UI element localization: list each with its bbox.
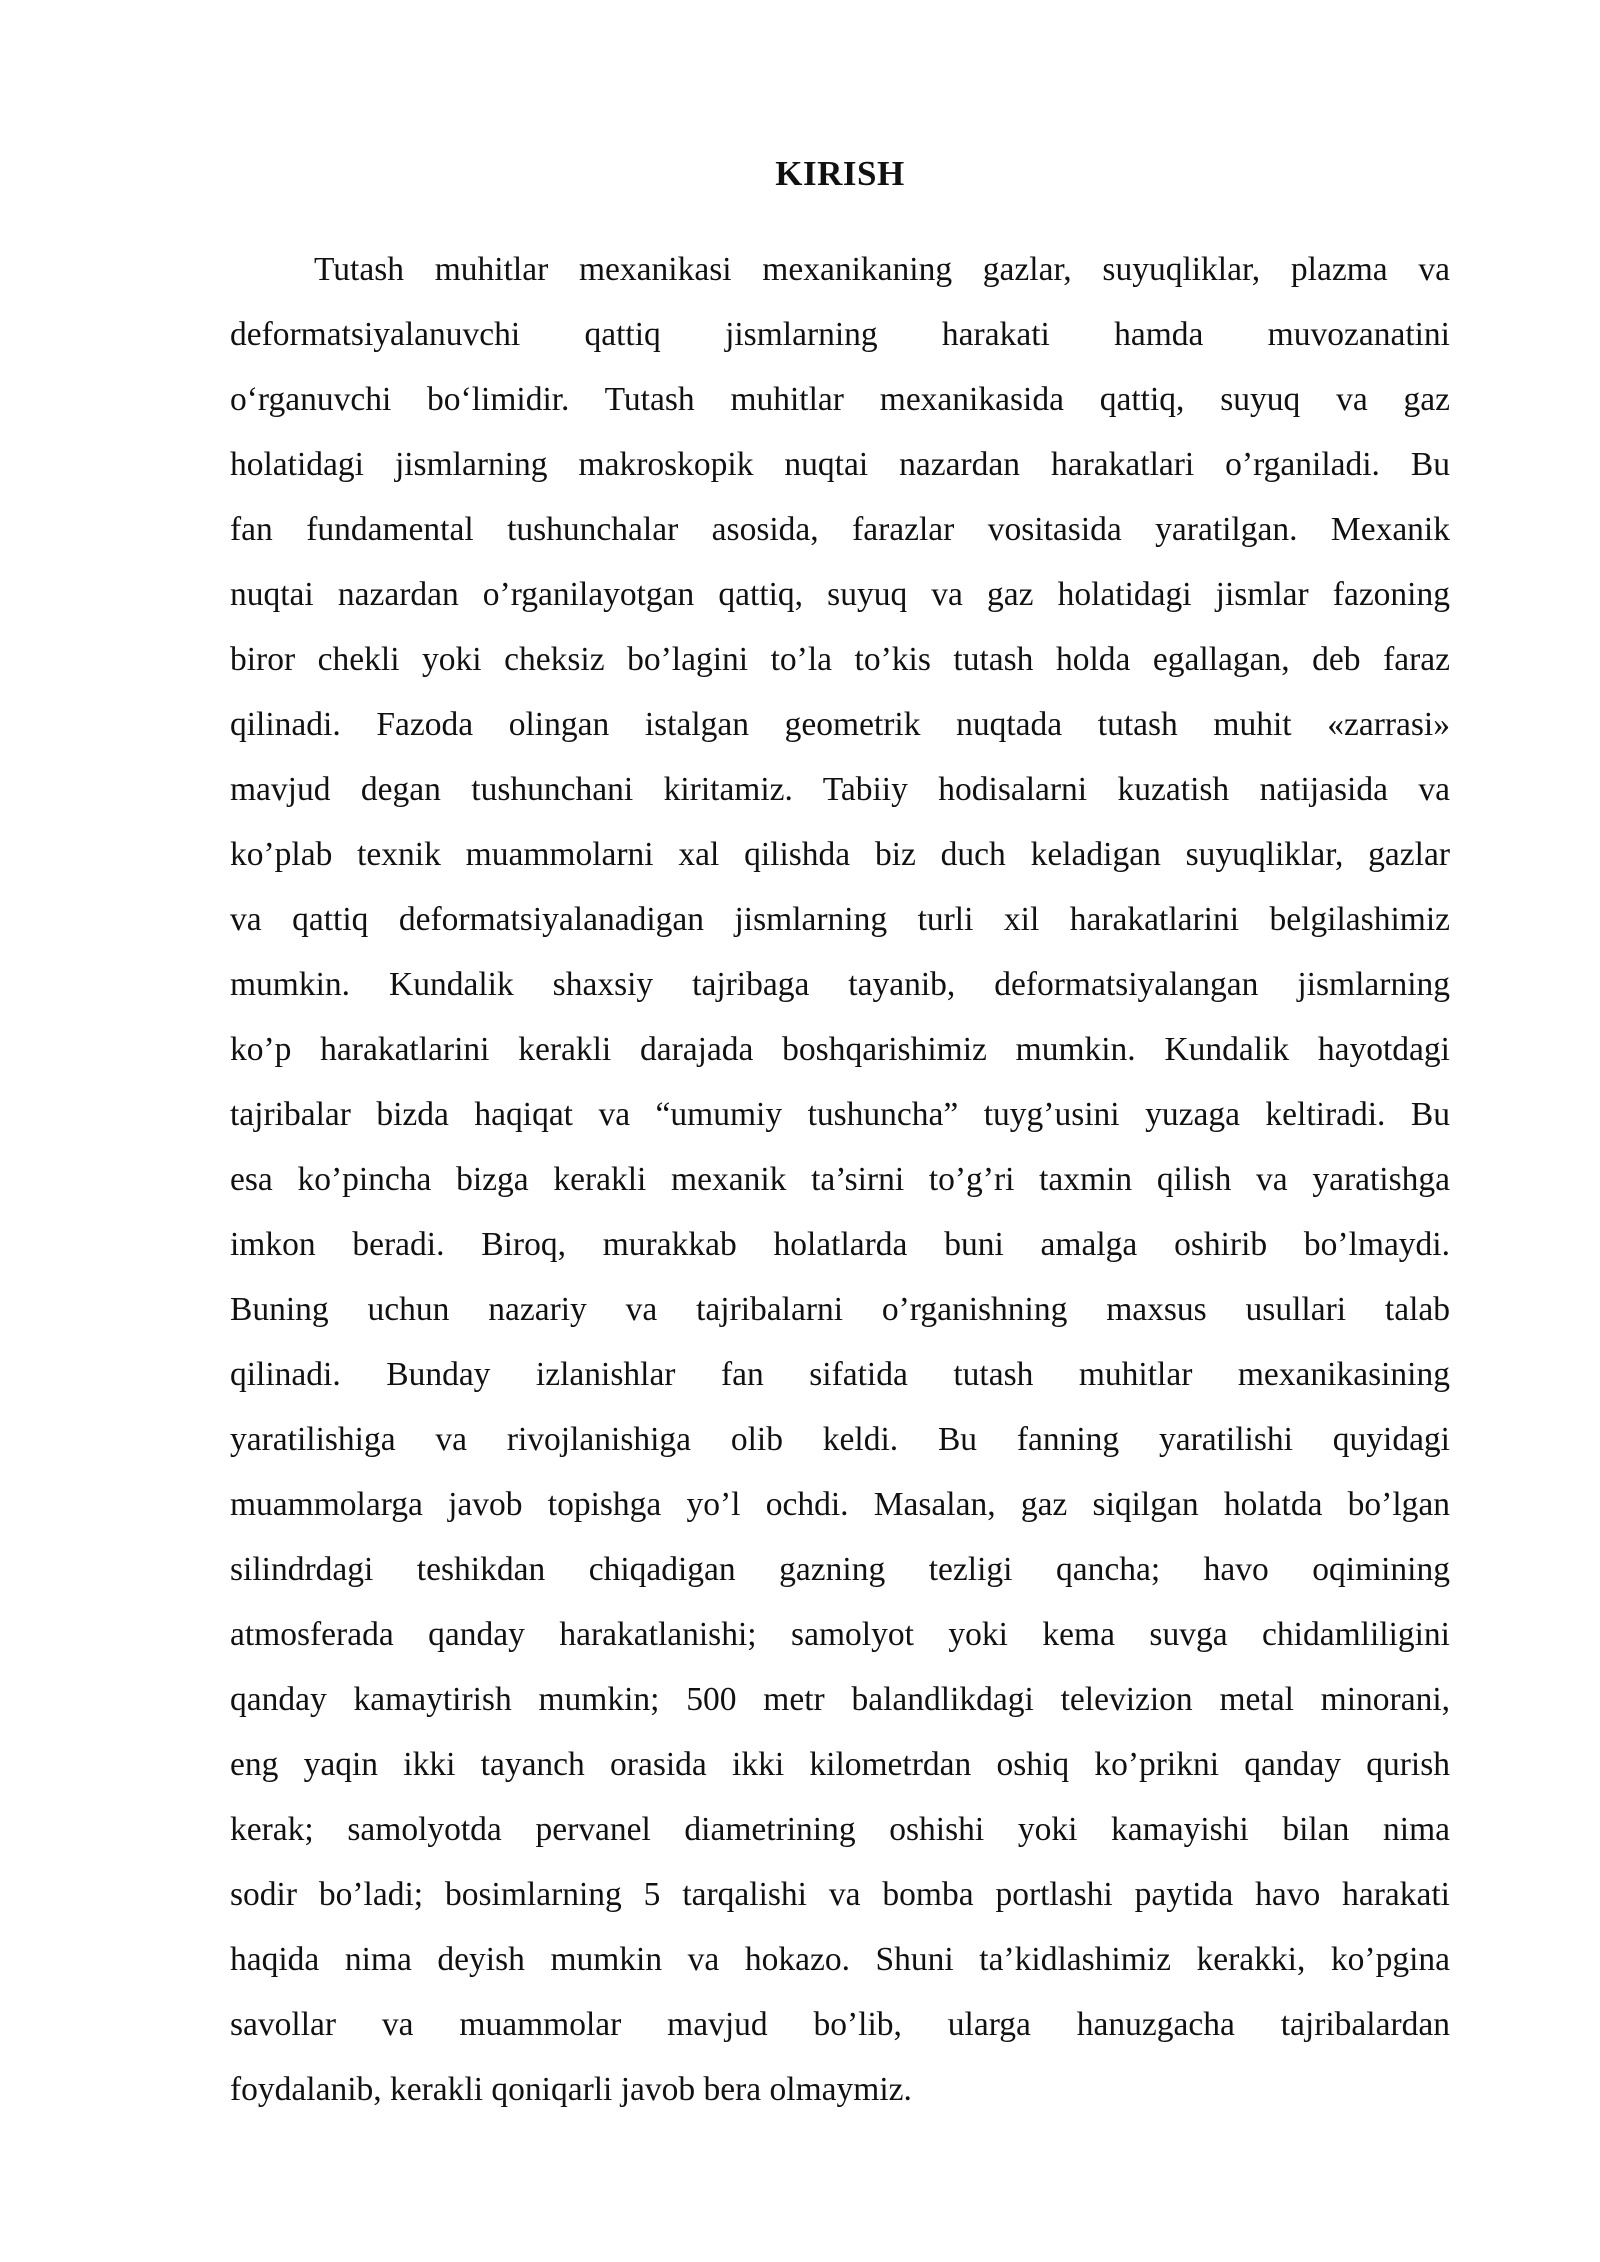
paragraph-line: tajribalar bizda haqiqat va “umumiy tushuncha” tuyg’usini yuzaga keltiradi. Bu <box>230 1096 1450 1133</box>
paragraph-line: mumkin. Kundalik shaxsiy tajribaga tayanib, deformatsiyalangan jismlarning <box>230 966 1450 1003</box>
intro-paragraph <box>230 243 1450 2128</box>
paragraph-line: o‘rganuvchi bo‘limidir. Tutash muhitlar mexanikasida qattiq, suyuq va gaz <box>230 381 1450 418</box>
paragraph-line: Tutash muhitlar mexanikasi mexanikaning gazlar, suyuqliklar, plazma va <box>314 251 1450 288</box>
paragraph-line: mavjud degan tushunchani kiritamiz. Tabiiy hodisalarni kuzatish natijasida va <box>230 771 1450 808</box>
paragraph-line: muammolarga javob topishga yo’l ochdi. Masalan, gaz siqilgan holatda bo’lgan <box>230 1486 1450 1523</box>
paragraph-line: deformatsiyalanuvchi qattiq jismlarning harakati hamda muvozanatini <box>230 316 1450 353</box>
paragraph-line: Buning uchun nazariy va tajribalarni o’rganishning maxsus usullari talab <box>230 1291 1450 1328</box>
page-title: KIRISH <box>775 154 905 193</box>
paragraph-line: kerak; samolyotda pervanel diametrining oshishi yoki kamayishi bilan nima <box>230 1811 1450 1848</box>
paragraph-line: imkon beradi. Biroq, murakkab holatlarda buni amalga oshirib bo’lmaydi. <box>230 1226 1450 1263</box>
paragraph-line: biror chekli yoki cheksiz bo’lagini to’la to’kis tutash holda egallagan, deb faraz <box>230 641 1450 678</box>
paragraph-line: yaratilishiga va rivojlanishiga olib keldi. Bu fanning yaratilishi quyidagi <box>230 1421 1450 1458</box>
paragraph-line: holatidagi jismlarning makroskopik nuqtai nazardan harakatlari o’rganiladi. Bu <box>230 446 1450 483</box>
paragraph-line: atmosferada qanday harakatlanishi; samolyot yoki kema suvga chidamliligini <box>230 1616 1450 1653</box>
paragraph-line: qilinadi. Fazoda olingan istalgan geometrik nuqtada tutash muhit «zarrasi» <box>230 706 1450 743</box>
paragraph-line: esa ko’pincha bizga kerakli mexanik ta’sirni to’g’ri taxmin qilish va yaratishga <box>230 1161 1450 1198</box>
paragraph-line: fan fundamental tushunchalar asosida, farazlar vositasida yaratilgan. Mexanik <box>230 511 1450 548</box>
paragraph-line: ko’p harakatlarini kerakli darajada boshqarishimiz mumkin. Kundalik hayotdagi <box>230 1031 1450 1068</box>
paragraph-line: haqida nima deyish mumkin va hokazo. Shuni ta’kidlashimiz kerakki, ko’pgina <box>230 1941 1450 1978</box>
paragraph-line: qanday kamaytirish mumkin; 500 metr balandlikdagi televizion metal minorani, <box>230 1681 1450 1718</box>
paragraph-line: nuqtai nazardan o’rganilayotgan qattiq, suyuq va gaz holatidagi jismlar fazoning <box>230 576 1450 613</box>
paragraph-line: foydalanib, kerakli qoniqarli javob bera olmaymiz. <box>230 2071 912 2108</box>
paragraph-line: savollar va muammolar mavjud bo’lib, ularga hanuzgacha tajribalardan <box>230 2006 1450 2043</box>
paragraph-line: va qattiq deformatsiyalanadigan jismlarning turli xil harakatlarini belgilashimiz <box>230 901 1450 938</box>
paragraph-line: qilinadi. Bunday izlanishlar fan sifatida tutash muhitlar mexanikasining <box>230 1356 1450 1393</box>
paragraph-line: eng yaqin ikki tayanch orasida ikki kilometrdan oshiq ko’prikni qanday qurish <box>230 1746 1450 1783</box>
paragraph-line: silindrdagi teshikdan chiqadigan gazning tezligi qancha; havo oqimining <box>230 1551 1450 1588</box>
paragraph-line: sodir bo’ladi; bosimlarning 5 tarqalishi va bomba portlashi paytida havo harakati <box>230 1876 1450 1913</box>
paragraph-line: ko’plab texnik muammolarni xal qilishda biz duch keladigan suyuqliklar, gazlar <box>230 836 1450 873</box>
